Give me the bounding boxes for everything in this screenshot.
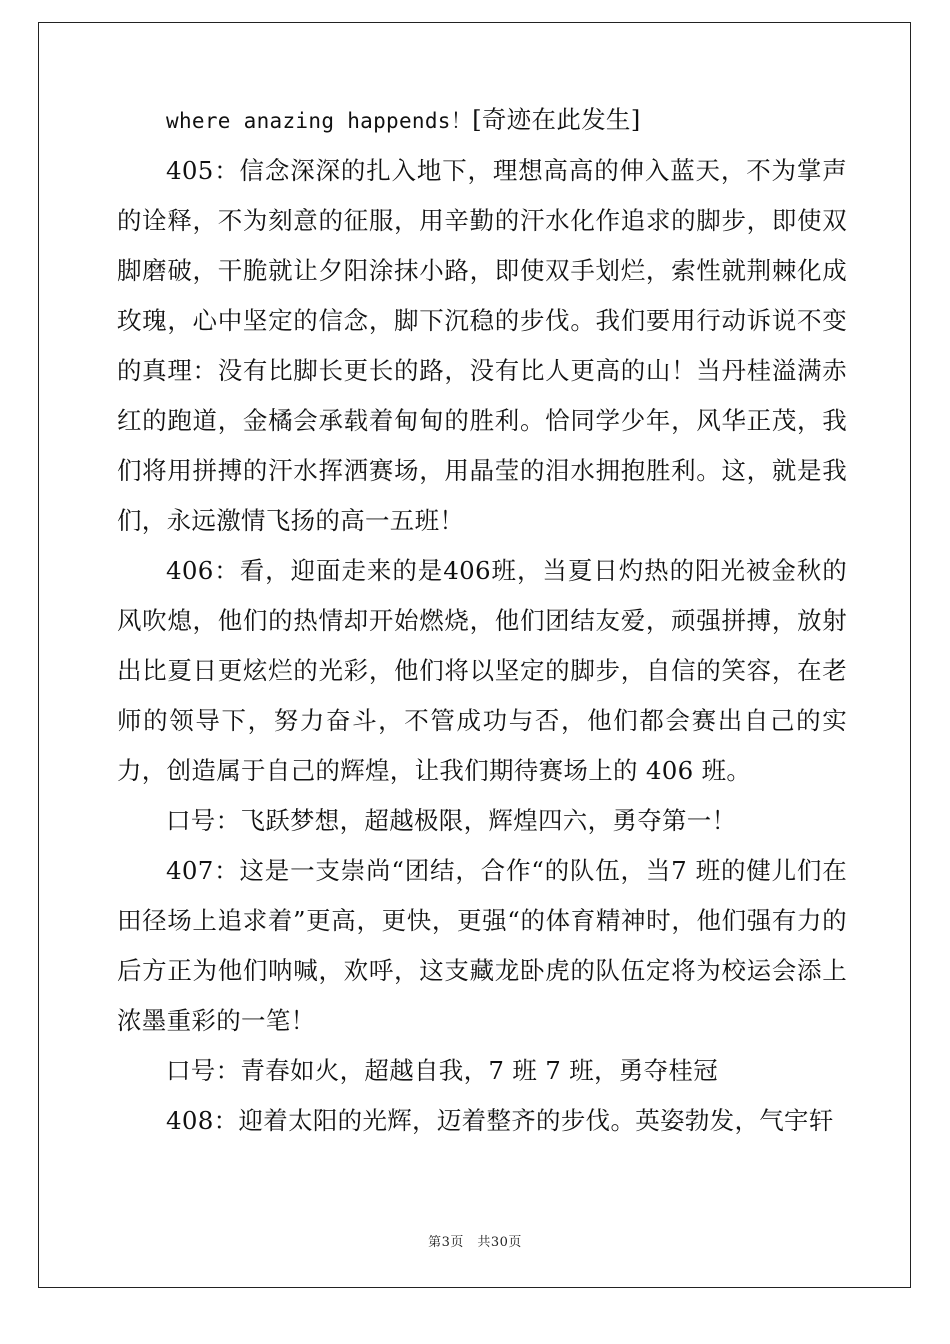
- paragraph-slogan-english: [117, 95, 847, 146]
- paragraph-408: 408：迎着太阳的光辉，迈着整齐的步伐。英姿勃发，气宇轩: [166, 1106, 834, 1135]
- english-phrase: where anazing happends！: [166, 109, 473, 133]
- page-footer: 第3页 共30页: [428, 1235, 522, 1250]
- chinese-translation: [奇迹在此发生]: [472, 105, 641, 134]
- paragraph-407: 407：这是一支崇尚“团结，合作“的队伍，当7 班的健儿们在田径场上追求着”更高，更快，更强“的体育精神时，他们强有力的后方正为他们呐喊，欢呼，这支藏龙卧虎的队伍定将为校运会添上浓墨重彩的一笔！: [117, 856, 847, 1035]
- paragraph-405: 405：信念深深的扎入地下，理想高高的伸入蓝天，不为掌声的诠释，不为刻意的征服，用辛勤的汗水化作追求的脚步，即使双脚磨破，干脆就让夕阳涂抹小路，即使双手划烂，索性就荆棘化成玫瑰，心中坚定的信念，脚下沉稳的步伐。我们要用行动诉说不变的真理：没有比脚长更长的路，没有比人更高的山！当丹桂溢满赤红的跑道，金橘会承载着甸甸的胜利。恰同学少年，风华正茂，我们将用拼搏的汗水挥洒赛场，用晶莹的泪水拥抱胜利。这，就是我们，永远激情飞扬的高一五班！: [117, 156, 847, 535]
- document-body: [117, 95, 847, 1146]
- paragraph-406: 406：看，迎面走来的是406班，当夏日灼热的阳光被金秋的风吹熄，他们的热情却开始燃烧，他们团结友爱，顽强拼搏，放射出比夏日更炫烂的光彩，他们将以坚定的脚步，自信的笑容，在老师的领导下，努力奋斗，不管成功与否，他们都会赛出自己的实力，创造属于自己的辉煌，让我们期待赛场上的 406 班。: [117, 556, 847, 785]
- paragraph-407-slogan: 口号：青春如火，超越自我，7 班 7 班，勇夺桂冠: [166, 1056, 719, 1085]
- paragraph-406-slogan: 口号：飞跃梦想，超越极限，辉煌四六，勇夺第一！: [166, 806, 737, 835]
